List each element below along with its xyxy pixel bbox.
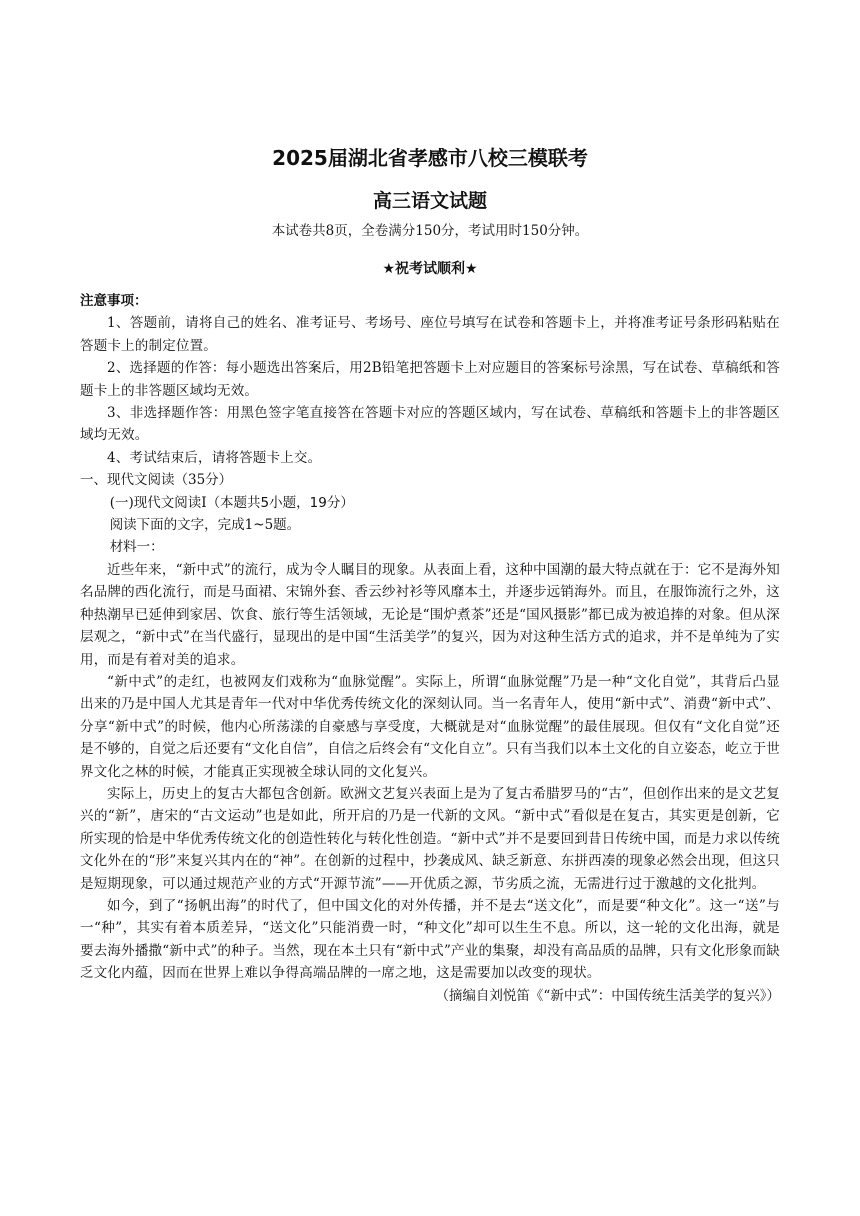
exam-content: [80, 290, 780, 1007]
notice-item-2: 2、选择题的作答：每小题选出答案后，用2B铅笔把答题卡上对应题目的答案标号涂黑，写在试卷、草稿纸和答题卡上的非答题区域均无效。: [80, 360, 780, 399]
section-heading: 一、现代文阅读（35分）: [80, 472, 233, 489]
reading-instruction: 阅读下面的文字，完成1~5题。: [109, 517, 301, 534]
good-luck-line: ★祝考试顺利★: [382, 261, 478, 277]
sub-section-score: （本题共5小题，19分）: [206, 494, 354, 511]
notice-heading: 注意事项：: [80, 293, 148, 309]
exam-subtitle: 高三语文试题: [372, 190, 487, 212]
material-paragraph-1: 近些年来，“新中式”的流行，成为令人瞩目的现象。从表面上看，这种中国潮的最大特点就在于：它不是海外知名品牌的西化流行，而是马面裙、宋锦外套、香云纱衬衫等风靡本土，并逐步远销海外。而且，在服饰流行之外，这种热潮早已延伸到家居、饮食、旅行等生活领域，无论是“围炉煮茶”还是“国风摄影”都已成为被追捧的对象。但从深层观之，“新中式”在当代盛行，显现出的是中国“生活美学”的复兴，因为对这种生活方式的追求，并不是单纯为了实用，而是有着对美的追求。: [80, 561, 780, 668]
sub-section-title: (一)现代文阅读Ⅰ: [109, 494, 207, 511]
notice-item-1: 1、答题前，请将自己的姓名、准考证号、考场号、座位号填写在试卷和答题卡上，并将准考证号条形码粘贴在答题卡上的制定位置。: [80, 315, 780, 354]
notice-item-4: 4、考试结束后，请将答题卡上交。: [107, 449, 322, 466]
material-source: （摘编自刘悦笛《“新中式”：中国传统生活美学的复兴》）: [435, 987, 780, 1004]
material-paragraph-3: 实际上，历史上的复古大都包含创新。欧洲文艺复兴表面上是为了复古希腊罗马的“古”，但创作出来的是文艺复兴的“新”，唐宋的“古文运动”也是如此，所开启的乃是一代新的文风。“新中式”看似是在复古，其实更是创新，它所实现的恰是中华优秀传统文化的创造性转化与转化性创造。“新中式”并不是要回到昔日传统中国，而是力求以传统文化外在的“形”来复兴其内在的“神”。在创新的过程中，抄袭成风、缺乏新意、东拼西凑的现象必然会出现，但这只是短期现象，可以通过规范产业的方式“开源节流”——开优质之源，节劣质之流，无需进行过于激越的文化批判。: [80, 785, 780, 892]
material-paragraph-2: “新中式”的走红，也被网友们戏称为“血脉觉醒”。实际上，所谓“血脉觉醒”乃是一种“文化自觉”，其背后凸显出来的乃是中国人尤其是青年一代对中华优秀传统文化的深刻认同。当一名青年人，使用“新中式”、消费“新中式”、分享“新中式”的时候，他内心所荡漾的自豪感与享受度，大概就是对“血脉觉醒”的最佳展现。但仅有“文化自觉”还是不够的，自觉之后还要有“文化自信”，自信之后终会有“文化自立”。只有当我们以本土文化的自立姿态，屹立于世界文化之林的时候，才能真正实现被全球认同的文化复兴。: [80, 673, 780, 780]
exam-title: 2025届湖北省孝感市八校三模联考: [272, 146, 588, 170]
exam-info: 本试卷共8页，全卷满分150分，考试用时150分钟。: [271, 223, 589, 239]
sub-section-heading: [80, 492, 780, 514]
material-paragraph-4: 如今，到了“扬帆出海”的时代了，但中国文化的对外传播，并不是去“送文化”，而是要“种文化”。这一“送”与一“种”，其实有着本质差异，“送文化”只能消费一时，“种文化”却可以生生不息。所以，这一轮的文化出海，就是要去海外播撒“新中式”的种子。当然，现在本土只有“新中式”产业的集聚，却没有高品质的品牌，只有文化形象而缺乏文化内蕴，因而在世界上难以争得高端品牌的一席之地，这是需要加以改变的现状。: [80, 897, 780, 982]
material-label: 材料一：: [109, 539, 164, 556]
notice-item-3: 3、非选择题作答：用黑色签字笔直接答在答题卡对应的答题区域内，写在试卷、草稿纸和答题卡上的非答题区域均无效。: [80, 405, 780, 444]
